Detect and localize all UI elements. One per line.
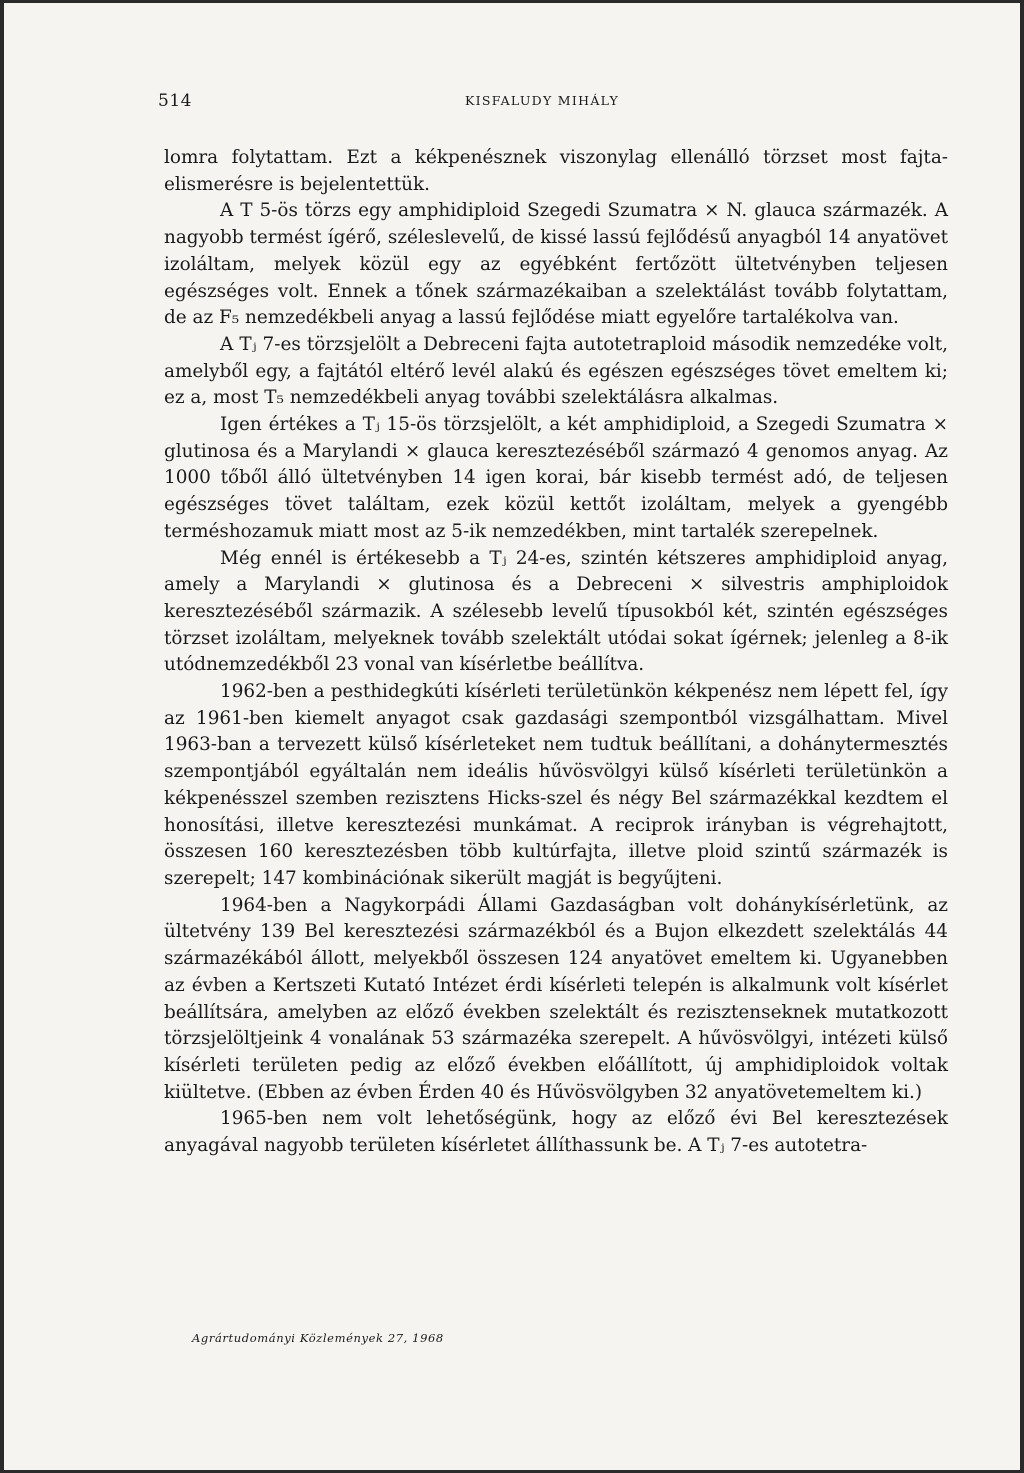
body-text [164, 145, 948, 1160]
paragraph-2: A T 5-ös törzs egy amphidiploid Szegedi Szumatra × N. glauca származék. A nagyobb termést ígérő, széleslevelű, de kissé lassú fejlődésű anyagból 14 anyatövet izoláltam, melyek közül egy az egyébként fertőzött ültetvényben teljesen egészséges volt. Ennek a tőnek származékaiban a szelektálást tovább folytattam, de az F₅ nemzedékbeli anyag a lassú fejlődése miatt egyelőre tartalékolva van. [164, 200, 948, 329]
page-number: 514 [158, 91, 192, 111]
paragraph-3: A Tⱼ 7-es törzsjelölt a Debreceni fajta autotetraploid második nemzedéke volt, amelyből egy, a fajtától eltérő levél alakú és egészen egészséges tövet emeltem ki; ez a, most T₅ nemzedékbeli anyag további szelektálásra alkalmas. [164, 333, 948, 409]
paragraph-6: 1962-ben a pesthidegkúti kísérleti területünkön kékpenész nem lépett fel, így az 1961-ben kiemelt anyagot csak gazdasági szempontból vizsgálhattam. Mivel 1963-ban a tervezett külső kísérleteket nem tudtuk beállítani, a dohánytermesztés szempontjából egyáltalán nem ideális hűvösvölgyi külső kísérleti területünkön a kékpenésszel szemben rezisztens Hicks-szel és négy Bel származékkal kezdtem el honosítási, illetve keresztezési munkámat. A reciprok irányban is végrehajtott, összesen 160 keresztezésben több kultúrfajta, illetve ploid szintű származék is szerepelt; 147 kombinációnak sikerült magját is begyűjteni. [164, 681, 948, 889]
paragraph-4: Igen értékes a Tⱼ 15-ös törzsjelölt, a két amphidiploid, a Szegedi Szumatra × glutinosa és a Marylandi × glauca keresztezéséből származó 4 genomos anyag. Az 1000 tőből álló ültetvényben 14 igen korai, bár kisebb termést adó, de teljesen egészséges tövet találtam, ezek közül kettőt izoláltam, melyek a gyengébb terméshozamuk miatt most az 5-ik nemzedékben, mint tartalék szerepelnek. [164, 414, 948, 542]
running-head [4, 91, 1020, 115]
running-head-author: KISFALUDY MIHÁLY [464, 93, 620, 108]
paragraph-5: Még ennél is értékesebb a Tⱼ 24-es, szintén kétszeres amphidiploid anyag, amely a Marylandi × glutinosa és a Debreceni × silvestris amphiploidok keresztezéséből származik. A szélesebb levelű típusokból két, szintén egészséges törzset izoláltam, melyeknek tovább szelektált utódai sokat ígérnek; jelenleg a 8-ik utódnemzedékből 23 vonal van kísérletbe beállítva. [164, 547, 948, 676]
paragraph-7: 1964-ben a Nagykorpádi Állami Gazdaságban volt dohánykísérletünk, az ültetvény 139 Bel keresztezési származékból és a Bujon elkezdett szelektálás 44 származékából állott, melyekből összesen 124 anyatövet emeltem ki. Ugyanebben az évben a Kertszeti Kutató Intézet érdi kísérleti telepén is alkalmunk volt kísérlet beállítsára, amelyben az előző években szelektált és rezisztenseknek mutatkozott törzsjelöltjeink 4 vonalának 53 származéka szerepelt. A hűvösvölgyi, intézeti külső kísérleti területen pedig az előző években előállított, új amphidiploidok voltak kiültetve. (Ebben az évben Érden 40 és Hűvösvölgyben 32 anyatövetemeltem ki.) [164, 894, 948, 1103]
paragraph-8: 1965-ben nem volt lehetőségünk, hogy az előző évi Bel keresztezések anyagával nagyobb területen kísérletet állíthassunk be. A Tⱼ 7-es autotetra- [164, 1108, 948, 1157]
paragraph-1: lomra folytattam. Ezt a kékpenésznek viszonylag ellenálló törzset most fajtaelismerésre is bejelentettük. [164, 147, 948, 195]
footer-citation: Agrártudományi Közlemények 27, 1968 [192, 1331, 444, 1345]
